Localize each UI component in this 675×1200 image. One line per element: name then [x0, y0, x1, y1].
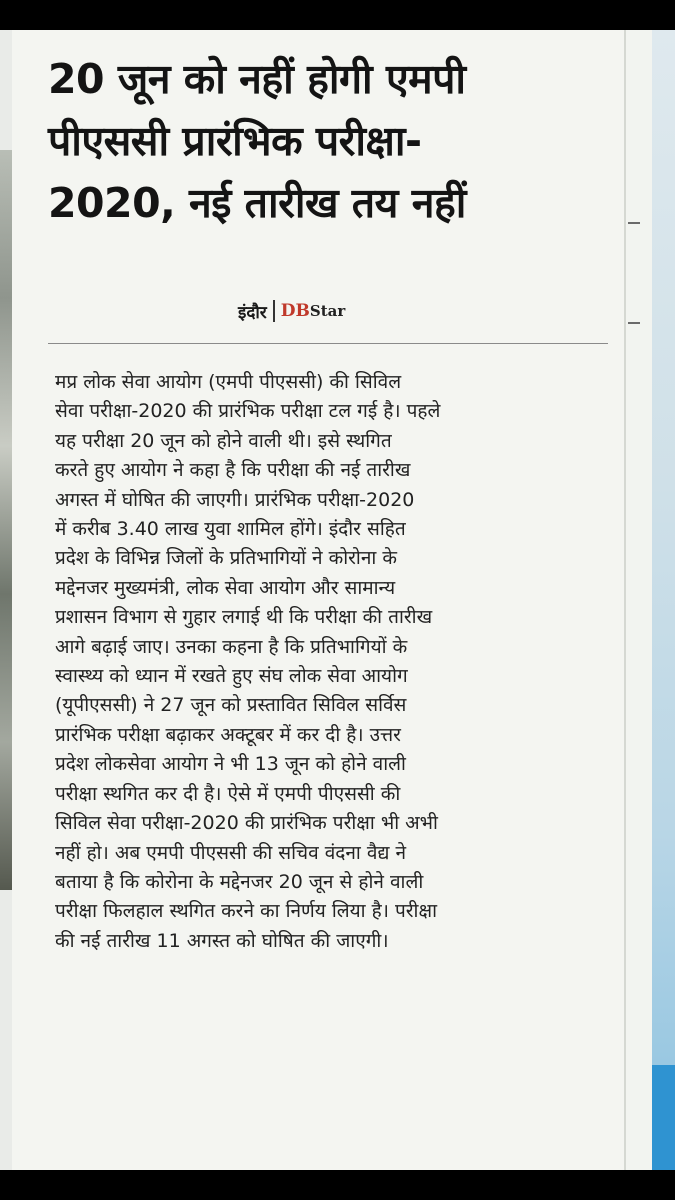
body-line: की नई तारीख 11 अगस्त को घोषित की जाएगी।: [55, 929, 389, 952]
body-line: यह परीक्षा 20 जून को होने वाली थी। इसे स्थगित: [55, 429, 392, 452]
body-line: प्रशासन विभाग से गुहार लगाई थी कि परीक्षा की तारीख: [55, 606, 433, 629]
article-headline: [48, 48, 608, 234]
body-line: सेवा परीक्षा-2020 की प्रारंभिक परीक्षा टल गई है। पहले: [55, 400, 441, 423]
body-line: सिविल सेवा परीक्षा-2020 की प्रारंभिक परीक्षा भी अभी: [55, 812, 438, 835]
body-line: में करीब 3.40 लाख युवा शामिल होंगे। इंदौर सहित: [55, 518, 406, 541]
body-line: परीक्षा फिलहाल स्थगित करने का निर्णय लिया है। परीक्षा: [55, 900, 437, 923]
body-line: अगस्त में घोषित की जाएगी। प्रारंभिक परीक्षा-2020: [55, 488, 415, 511]
body-line: करते हुए आयोग ने कहा है कि परीक्षा की नई तारीख: [55, 459, 411, 482]
body-line: मप्र लोक सेवा आयोग (एमपी पीएससी) की सिविल: [55, 371, 402, 393]
adjacent-column-mark: [628, 222, 640, 224]
headline-rule: [48, 343, 608, 344]
blue-side-band-dark: [652, 1065, 675, 1170]
brand-logo-star: Star: [309, 302, 346, 320]
headline-line: पीएससी प्रारंभिक परीक्षा-: [48, 117, 422, 165]
dateline-city: इंदौर: [238, 302, 267, 323]
body-line: (यूपीएससी) ने 27 जून को प्रस्तावित सिविल सर्विस: [55, 694, 407, 717]
brand-logo-db: DB: [280, 301, 310, 321]
body-line: नहीं हो। अब एमपी पीएससी की सचिव वंदना वैद्य ने: [55, 841, 407, 864]
body-line: प्रदेश के विभिन्न जिलों के प्रतिभागियों ने कोरोना के: [55, 547, 397, 570]
dateline-separator: [273, 300, 275, 322]
headline-line: 20 जून को नहीं होगी एमपी: [48, 55, 466, 103]
body-line: प्रदेश लोकसेवा आयोग ने भी 13 जून को होने वाली: [55, 753, 406, 776]
headline-line: 2020, नई तारीख तय नहीं: [48, 179, 466, 227]
top-black-bar: [0, 0, 675, 30]
body-line: मद्देनजर मुख्यमंत्री, लोक सेवा आयोग और सामान्य: [55, 576, 396, 599]
dateline: [238, 298, 345, 324]
body-line: परीक्षा स्थगित कर दी है। ऐसे में एमपी पीएससी की: [55, 782, 401, 805]
body-line: आगे बढ़ाई जाए। उनका कहना है कि प्रतिभागियों के: [55, 635, 408, 658]
body-line: प्रारंभिक परीक्षा बढ़ाकर अक्टूबर में कर दी है। उत्तर: [55, 723, 401, 746]
bottom-black-bar: [0, 1170, 675, 1200]
body-line: स्वास्थ्य को ध्यान में रखते हुए संघ लोक सेवा आयोग: [55, 665, 408, 688]
adjacent-column-mark: [628, 322, 640, 324]
article-body: [55, 368, 605, 956]
adjacent-photo-strip: [0, 150, 12, 890]
blue-side-band: [652, 30, 675, 1170]
body-line: बताया है कि कोरोना के मद्देनजर 20 जून से होने वाली: [55, 870, 424, 893]
